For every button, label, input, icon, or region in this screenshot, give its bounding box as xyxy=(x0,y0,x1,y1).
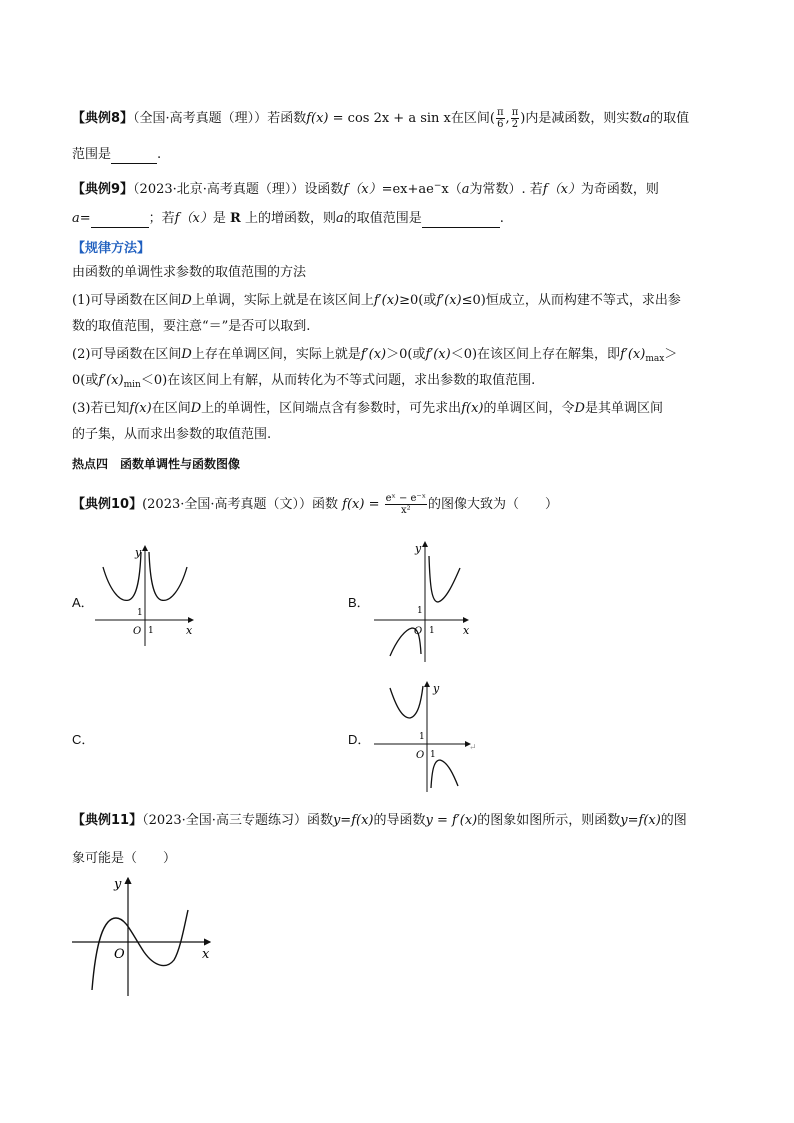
svg-text:x: x xyxy=(202,947,210,962)
option-a-graph[interactable] xyxy=(95,540,205,648)
svg-text:1: 1 xyxy=(419,732,425,742)
svg-text:↵: ↵ xyxy=(469,743,477,753)
answer-blank xyxy=(422,213,500,228)
method-p1-line2: 数的取值范围，要注意“＝”是否可以取到. xyxy=(72,319,311,334)
method-p1-line1: (1)可导函数在区间D上单调，实际上就是在该区间上f′(x)≥0(或f′(x)≤0)恒成立，从而构建不等式，求出参 xyxy=(72,293,681,308)
example-9-tag: 【典例9】 xyxy=(72,182,134,197)
svg-text:y: y xyxy=(114,877,122,892)
example-10-tag: 【典例10】 xyxy=(72,497,143,512)
fraction-function: $\frac{\text{eˣ − e⁻ˣ}}{\text{x²}}$ xyxy=(385,493,426,516)
example-9-line1: 【典例9】（2023·北京·高考真题（理））设函数f（x）=ex+ae−x（a为常数）. 若f（x）为奇函数，则 xyxy=(72,181,659,197)
svg-text:y: y xyxy=(135,546,142,559)
svg-text:O: O xyxy=(114,947,125,962)
option-d-graph[interactable] xyxy=(372,678,482,794)
svg-text:O: O xyxy=(416,750,425,761)
example-9-line2: a= ；若f（x）是 R 上的增函数，则a的取值范围是 . xyxy=(72,211,504,226)
example-11-line2: 象可能是（ ） xyxy=(72,851,177,866)
curve-right xyxy=(149,552,187,600)
answer-blank xyxy=(91,213,149,228)
example-8-line2: 范围是 . xyxy=(72,147,162,162)
svg-text:x: x xyxy=(463,624,470,637)
option-c-label[interactable]: C． xyxy=(72,732,95,747)
curve-left xyxy=(390,686,423,718)
fraction-pi-2: $\frac{\pi}{2}$ xyxy=(511,107,519,130)
example-11-tag: 【典例11】 xyxy=(72,813,143,828)
curve-right xyxy=(429,556,460,602)
method-p3-line2: 的子集，从而求出参数的取值范围. xyxy=(72,427,272,442)
svg-text:O: O xyxy=(133,626,142,637)
derivative-curve xyxy=(92,910,188,990)
svg-text:y: y xyxy=(415,542,422,555)
svg-text:1: 1 xyxy=(417,606,423,616)
example-10-line: 【典例10】(2023·全国·高考真题（文））函数 f(x) = $\frac{\text{eˣ − e⁻ˣ}}{\text{x²}}$ 的图像大致为（ ） xyxy=(72,493,558,516)
curve-right xyxy=(431,760,458,788)
method-p3-line1: (3)若已知f(x)在区间D上的单调性，区间端点含有参数时，可先求出f(x)的单调区间，令D是其单调区间 xyxy=(72,401,663,416)
svg-text:1: 1 xyxy=(429,626,435,636)
svg-text:1: 1 xyxy=(430,750,436,760)
answer-blank xyxy=(111,149,157,164)
method-heading: 【规律方法】 xyxy=(72,241,151,256)
example-11-line1: 【典例11】（2023·全国·高三专题练习）函数y=f(x)的导函数y = f′(x)的图象如图所示，则函数y=f(x)的图 xyxy=(72,813,687,828)
svg-text:1: 1 xyxy=(137,608,143,618)
svg-text:y: y xyxy=(433,682,440,695)
fraction-pi-6: $\frac{\pi}{6}$ xyxy=(496,107,504,130)
svg-text:1: 1 xyxy=(148,626,154,636)
option-b-graph[interactable] xyxy=(372,538,474,664)
method-p2-line1: (2)可导函数在区间D上存在单调区间，实际上就是f′(x)＞0(或f′(x)＜0)在该区间上存在解集，即$f'(x)_{max}>$ xyxy=(72,347,678,364)
example-8-tag: 【典例8】 xyxy=(72,111,134,126)
option-d-label[interactable]: D． xyxy=(348,732,371,747)
method-p2-line2: 0(或$f'(x)_{min}<0$)在该区间上有解，从而转化为不等式问题，求出参数的取值范围. xyxy=(72,373,536,390)
svg-text:O: O xyxy=(414,626,423,637)
derivative-graph xyxy=(70,872,218,998)
option-a-label[interactable]: A． xyxy=(72,595,94,610)
curve-left xyxy=(103,552,141,600)
example-8-line1: 【典例8】（全国·高考真题（理））若函数f(x) = cos 2x + a sin x在区间( $\frac{\pi}{6}$ , $\frac{\pi}{2}$ )内是减函数，则实数a的取值 xyxy=(72,107,690,130)
hotspot-heading: 热点四 函数单调性与函数图像 xyxy=(72,457,241,471)
method-intro: 由函数的单调性求参数的取值范围的方法 xyxy=(72,265,307,280)
svg-text:x: x xyxy=(186,624,193,637)
option-b-label[interactable]: B． xyxy=(348,595,370,610)
